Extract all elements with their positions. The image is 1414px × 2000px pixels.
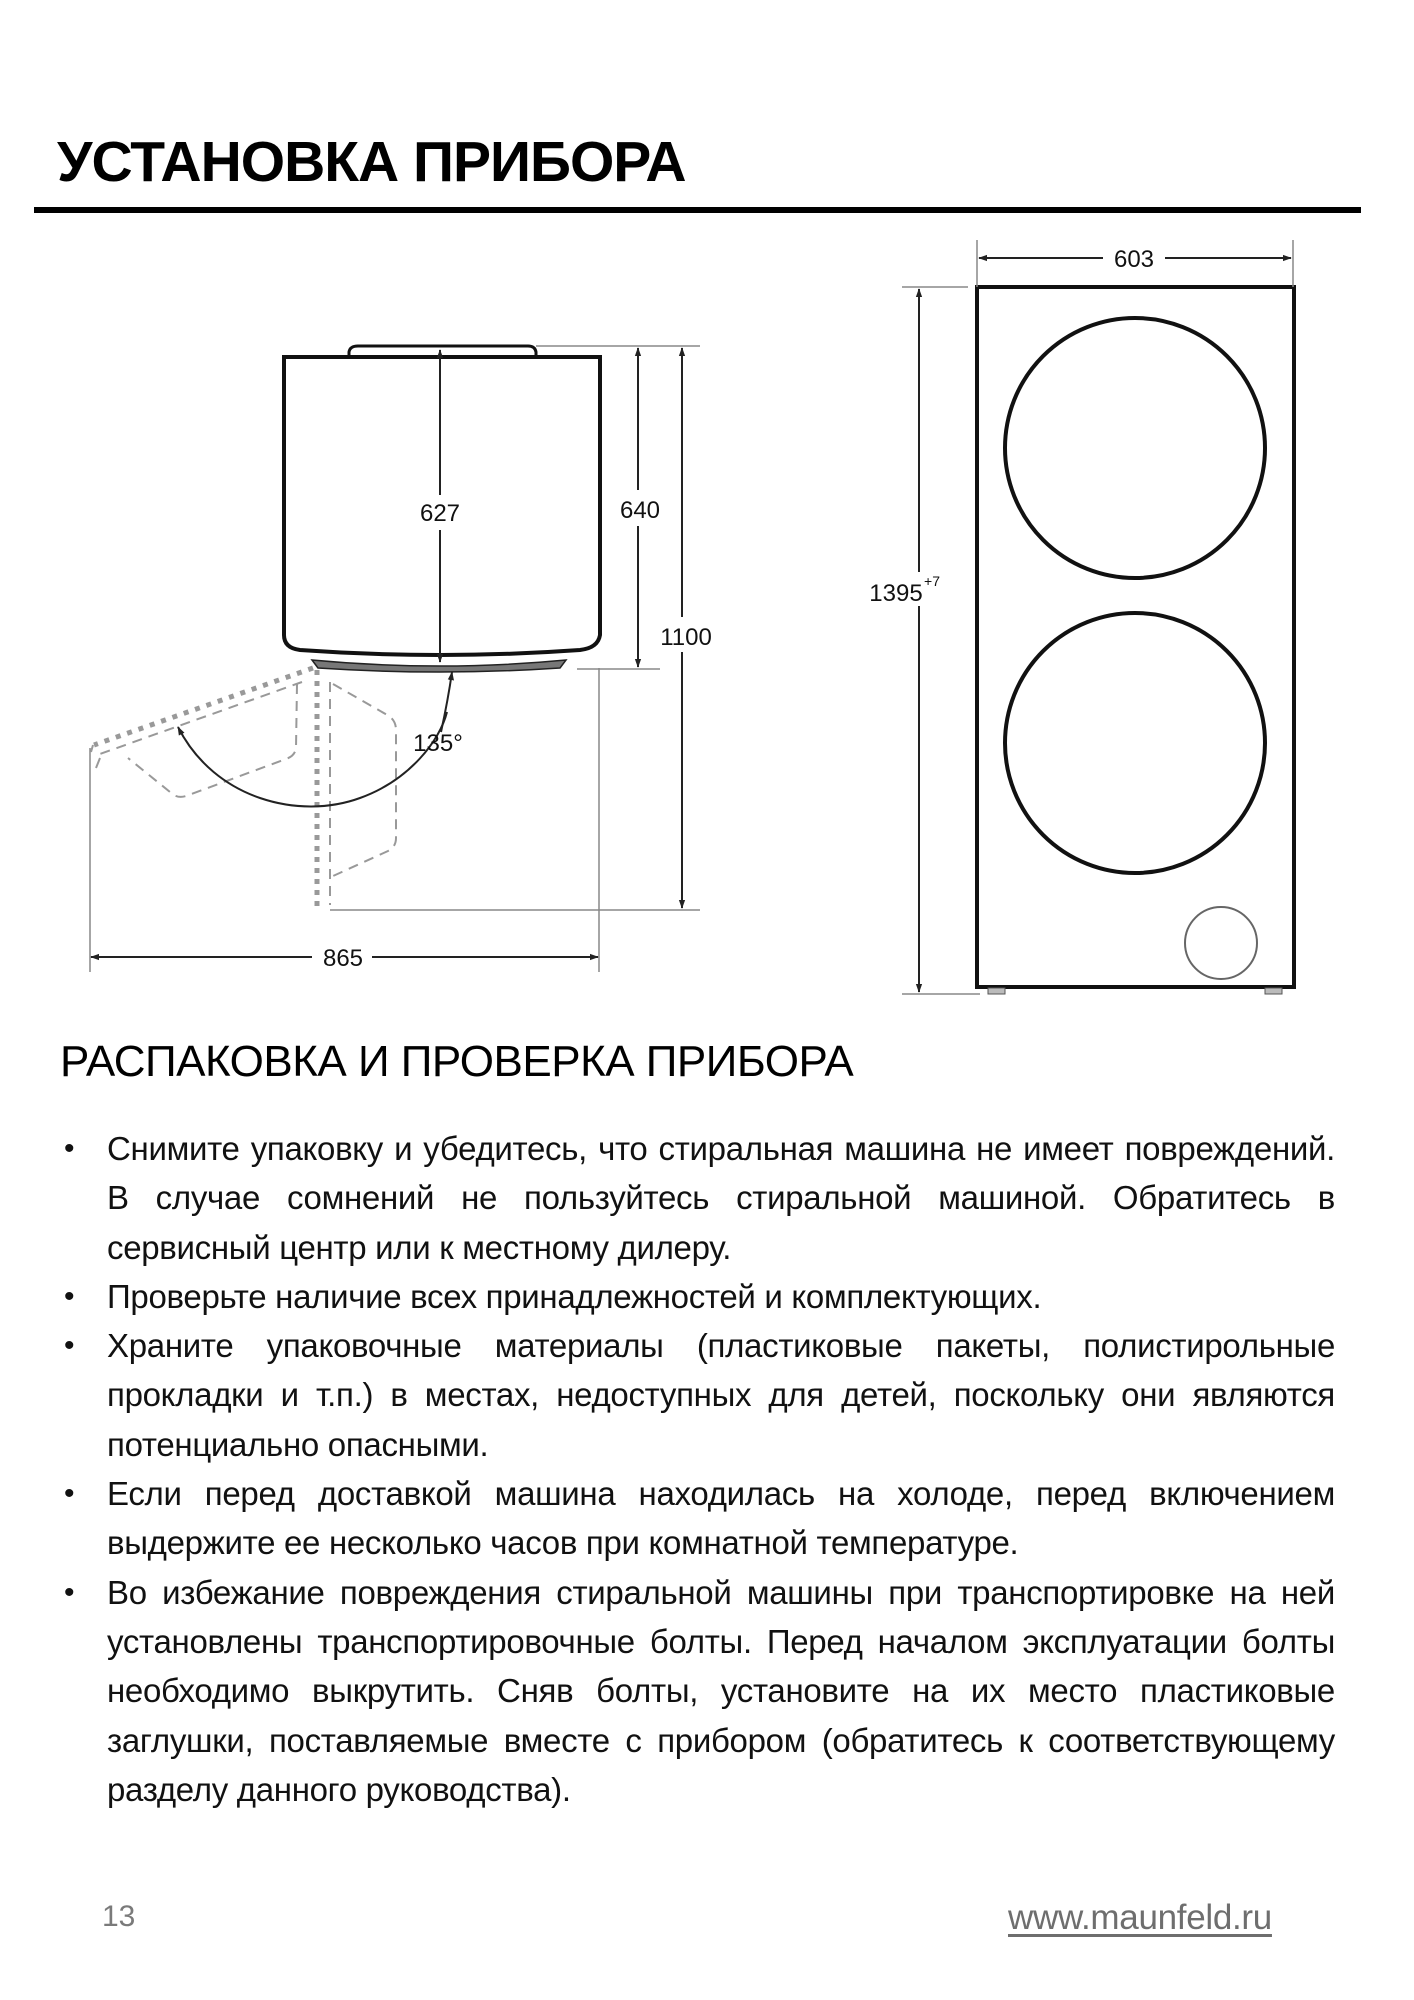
list-item [60,1272,1335,1321]
foot-right [1265,988,1282,994]
dim-label-627: 627 [419,500,461,527]
door-open-angled-edge [91,745,100,768]
list-item-text: Снимите упаковку и убедитесь, что стиральная машина не имеет повреждений. В случае сомнений не пользуйтесь стиральной машиной. Обратитесь в сервисный центр или к местному дилеру. [107,1130,1335,1266]
instruction-list [60,1124,1335,1814]
dim-label-603: 603 [1113,246,1155,273]
machine-front [977,287,1294,987]
door-angle-arc-tip [441,672,452,732]
door-open-angled [94,668,313,745]
door-angle-arc [178,712,447,806]
side-view-drawing [90,346,712,972]
bullet-icon: • [64,1329,75,1363]
foot-left [988,988,1005,994]
door-open-vertical-window [333,684,396,876]
page-number: 13 [102,1900,136,1933]
dim-label-640: 640 [619,497,661,524]
door-open-angled-window [128,684,297,797]
page-title: УСТАНОВКА ПРИБОРА [57,130,686,194]
bullet-icon: • [64,1575,75,1609]
list-item [60,1321,1335,1469]
front-view-drawing [869,240,1294,994]
dim-label-1100: 1100 [660,624,712,651]
bullet-icon: • [64,1279,75,1313]
list-item-text: Проверьте наличие всех принадлежностей и комплектующих. [107,1277,1042,1315]
bullet-icon: • [64,1132,75,1165]
list-item [60,1124,1335,1272]
list-item-text: Храните упаковочные материалы (пластиковые пакеты, полистирольные прокладки и т.п.) в местах, недоступных для детей, поскольку они являются потенциально опасными. [107,1327,1335,1463]
list-item-text: Если перед доставкой машина находилась на холоде, перед включением выдержите ее несколько часов при комнатной температуре. [107,1475,1335,1562]
website-link[interactable]: www.maunfeld.ru [1008,1898,1272,1937]
dim-label-1395-tolerance: +7 [924,573,940,589]
door-open-angled-inner [100,682,302,754]
dim-label-865: 865 [322,945,364,972]
list-item [60,1469,1335,1568]
dim-label-1395: 1395 [869,580,923,607]
list-item-text: Во избежание повреждения стиральной машины при транспортировке на ней установлены транспортировочные болты. Перед началом эксплуатации болты необходимо выкрутить. Сняв болты, установите на их место пластиковые заглушки, поставляемые вместе с прибором (обратитесь к соответствующему разделу данного руководства). [107,1573,1335,1808]
list-item [60,1568,1335,1814]
bullet-icon: • [64,1477,75,1511]
dim-label-135: 135° [413,730,463,757]
section-heading: РАСПАКОВКА И ПРОВЕРКА ПРИБОРА [60,1037,854,1086]
